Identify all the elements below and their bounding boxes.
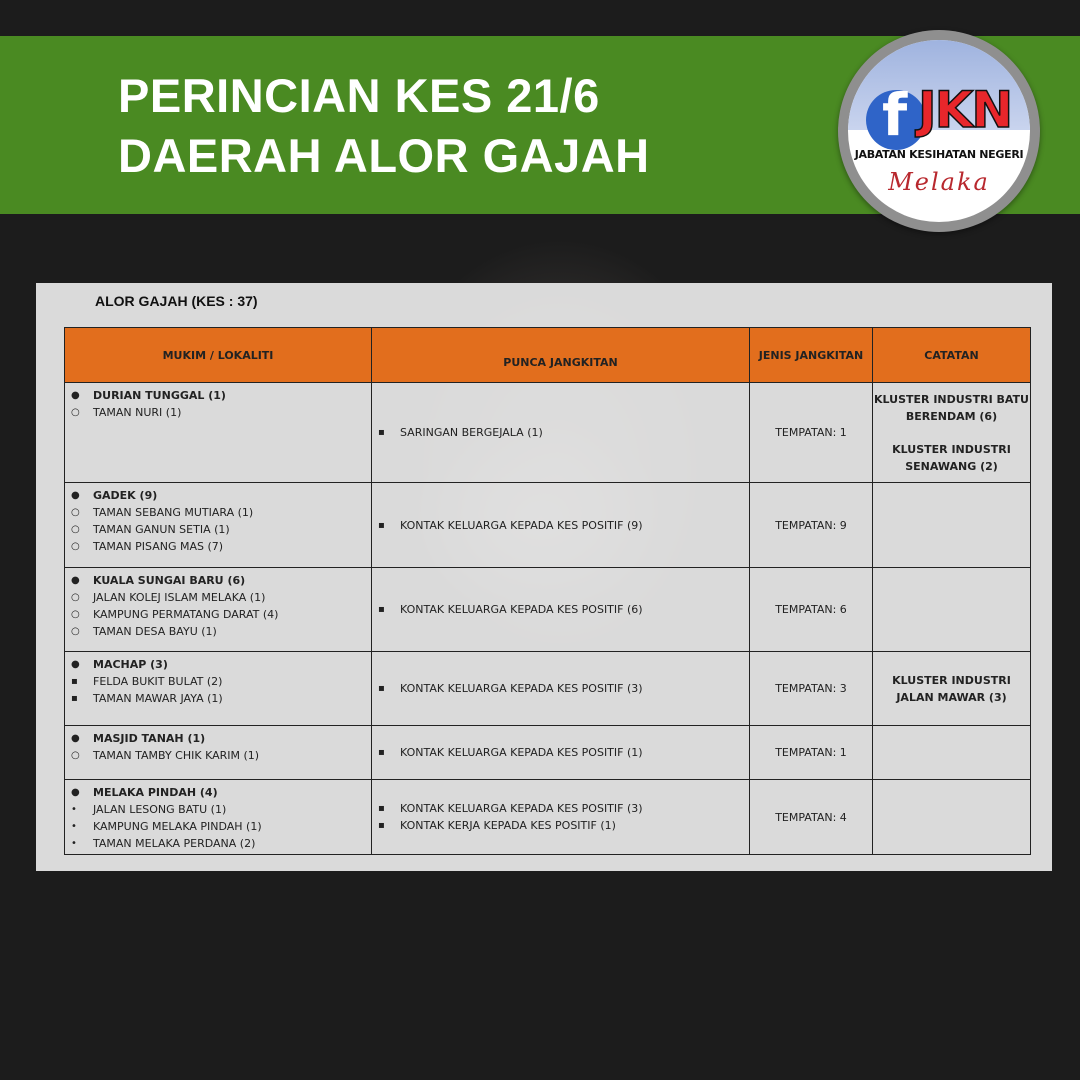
locality-item	[71, 818, 371, 835]
source-cell	[372, 383, 750, 483]
bullet-icon: ●	[71, 659, 80, 670]
mukim-name: GADEK (9)	[93, 489, 158, 502]
locality-name: KAMPUNG PERMATANG DARAT (4)	[93, 608, 279, 621]
jkn-melaka-logo	[838, 30, 1040, 232]
mukim-item	[71, 572, 371, 589]
bullet-icon: ▪	[71, 693, 78, 704]
cluster-note: KLUSTER INDUSTRI BATU BERENDAM (6)	[874, 392, 1029, 423]
source-item	[378, 680, 749, 697]
infection-type: TEMPATAN: 1	[750, 383, 873, 483]
square-bullet-icon: ▪	[378, 803, 385, 814]
note-cell	[873, 568, 1031, 652]
locality-name: TAMAN SEBANG MUTIARA (1)	[93, 506, 254, 519]
mukim-cell	[65, 383, 372, 483]
mukim-cell	[65, 568, 372, 652]
infection-type: TEMPATAN: 9	[750, 483, 873, 568]
table-row	[65, 726, 1031, 780]
locality-item	[71, 747, 371, 764]
source-text: SARINGAN BERGEJALA (1)	[400, 426, 543, 439]
locality-name: TAMAN PISANG MAS (7)	[93, 540, 224, 553]
banner-title-line2: DAERAH ALOR GAJAH	[118, 129, 650, 182]
logo-name: JKN	[918, 81, 1012, 139]
bullet-icon: •	[71, 804, 77, 815]
cluster-note: KLUSTER INDUSTRI SENAWANG (2)	[892, 442, 1011, 473]
source-cell	[372, 652, 750, 726]
locality-item	[71, 606, 371, 623]
square-bullet-icon: ▪	[378, 427, 385, 438]
note-cell	[873, 652, 1031, 726]
locality-item	[71, 589, 371, 606]
locality-name: TAMAN TAMBY CHIK KARIM (1)	[93, 749, 260, 762]
source-item	[378, 424, 749, 441]
mukim-cell	[65, 483, 372, 568]
locality-item	[71, 623, 371, 640]
locality-item	[71, 673, 371, 690]
bullet-icon: ○	[71, 407, 80, 418]
bullet-icon: ○	[71, 541, 80, 552]
bullet-icon: ○	[71, 609, 80, 620]
document-title: ALOR GAJAH (KES : 37)	[95, 293, 258, 309]
mukim-cell	[65, 652, 372, 726]
bullet-icon: ●	[71, 787, 80, 798]
locality-name: TAMAN NURI (1)	[93, 406, 182, 419]
infection-type: TEMPATAN: 3	[750, 652, 873, 726]
note-cell	[873, 383, 1031, 483]
table-row	[65, 568, 1031, 652]
source-cell	[372, 780, 750, 855]
mukim-item	[71, 656, 371, 673]
header-catatan: CATATAN	[873, 328, 1031, 383]
header-jenis: JENIS JANGKITAN	[750, 328, 873, 383]
locality-item	[71, 835, 371, 852]
square-bullet-icon: ▪	[378, 683, 385, 694]
locality-name: TAMAN DESA BAYU (1)	[93, 625, 217, 638]
locality-name: TAMAN MAWAR JAYA (1)	[93, 692, 223, 705]
table-row	[65, 780, 1031, 855]
source-text: KONTAK KELUARGA KEPADA KES POSITIF (1)	[400, 746, 643, 759]
bullet-icon: ○	[71, 524, 80, 535]
mukim-name: KUALA SUNGAI BARU (6)	[93, 574, 246, 587]
mukim-item	[71, 784, 371, 801]
locality-name: TAMAN GANUN SETIA (1)	[93, 523, 230, 536]
locality-item	[71, 504, 371, 521]
locality-name: JALAN KOLEJ ISLAM MELAKA (1)	[93, 591, 266, 604]
source-text: KONTAK KELUARGA KEPADA KES POSITIF (3)	[400, 682, 643, 695]
logo-letter: f	[882, 81, 908, 149]
locality-item	[71, 538, 371, 555]
locality-item	[71, 801, 371, 818]
header-mukim: MUKIM / LOKALITI	[65, 328, 372, 383]
note-cell	[873, 780, 1031, 855]
infection-type: TEMPATAN: 6	[750, 568, 873, 652]
source-item	[378, 517, 749, 534]
square-bullet-icon: ▪	[378, 604, 385, 615]
locality-item	[71, 521, 371, 538]
source-item	[378, 601, 749, 618]
bullet-icon: ○	[71, 750, 80, 761]
source-item	[378, 817, 749, 834]
mukim-item	[71, 487, 371, 504]
source-item	[378, 744, 749, 761]
bullet-icon: ▪	[71, 676, 78, 687]
bullet-icon: ●	[71, 575, 80, 586]
mukim-name: MASJID TANAH (1)	[93, 732, 206, 745]
locality-name: KAMPUNG MELAKA PINDAH (1)	[93, 820, 262, 833]
header-punca: PUNCA JANGKITAN	[372, 328, 750, 383]
logo-state: Melaka	[888, 168, 990, 196]
source-cell	[372, 483, 750, 568]
table-row	[65, 483, 1031, 568]
banner-title-line1: PERINCIAN KES 21/6	[118, 69, 600, 122]
banner-title	[118, 66, 650, 186]
mukim-cell	[65, 780, 372, 855]
infection-type: TEMPATAN: 1	[750, 726, 873, 780]
bullet-icon: ○	[71, 592, 80, 603]
logo-subtitle: JABATAN KESIHATAN NEGERI	[854, 148, 1024, 161]
table-row	[65, 652, 1031, 726]
bullet-icon: •	[71, 838, 77, 849]
bullet-icon: •	[71, 821, 77, 832]
locality-name: JALAN LESONG BATU (1)	[93, 803, 227, 816]
mukim-item	[71, 387, 371, 404]
note-cell	[873, 726, 1031, 780]
mukim-item	[71, 730, 371, 747]
source-text: KONTAK KERJA KEPADA KES POSITIF (1)	[400, 819, 616, 832]
locality-item	[71, 690, 371, 707]
table-header-row	[65, 328, 1031, 383]
locality-name: FELDA BUKIT BULAT (2)	[93, 675, 223, 688]
bullet-icon: ○	[71, 507, 80, 518]
case-table	[64, 327, 1031, 855]
logo-badge	[848, 40, 1030, 222]
mukim-name: MACHAP (3)	[93, 658, 168, 671]
source-text: KONTAK KELUARGA KEPADA KES POSITIF (6)	[400, 603, 643, 616]
table-row	[65, 383, 1031, 483]
locality-name: TAMAN MELAKA PERDANA (2)	[93, 837, 256, 850]
source-cell	[372, 726, 750, 780]
case-detail-document	[36, 283, 1052, 871]
bullet-icon: ●	[71, 490, 80, 501]
square-bullet-icon: ▪	[378, 519, 385, 531]
square-bullet-icon: ▪	[378, 820, 385, 831]
square-bullet-icon: ▪	[378, 747, 385, 758]
source-item	[378, 800, 749, 817]
note-cell	[873, 483, 1031, 568]
locality-item	[71, 404, 371, 421]
source-text: KONTAK KELUARGA KEPADA KES POSITIF (3)	[400, 802, 643, 815]
source-text: KONTAK KELUARGA KEPADA KES POSITIF (9)	[400, 518, 643, 532]
cluster-note: KLUSTER INDUSTRI JALAN MAWAR (3)	[892, 673, 1011, 704]
bullet-icon: ○	[71, 626, 80, 637]
infection-type: TEMPATAN: 4	[750, 780, 873, 855]
mukim-name: DURIAN TUNGGAL (1)	[93, 389, 226, 402]
source-cell	[372, 568, 750, 652]
mukim-cell	[65, 726, 372, 780]
bullet-icon: ●	[71, 733, 80, 744]
mukim-name: MELAKA PINDAH (4)	[93, 786, 218, 799]
bullet-icon: ●	[71, 390, 80, 401]
